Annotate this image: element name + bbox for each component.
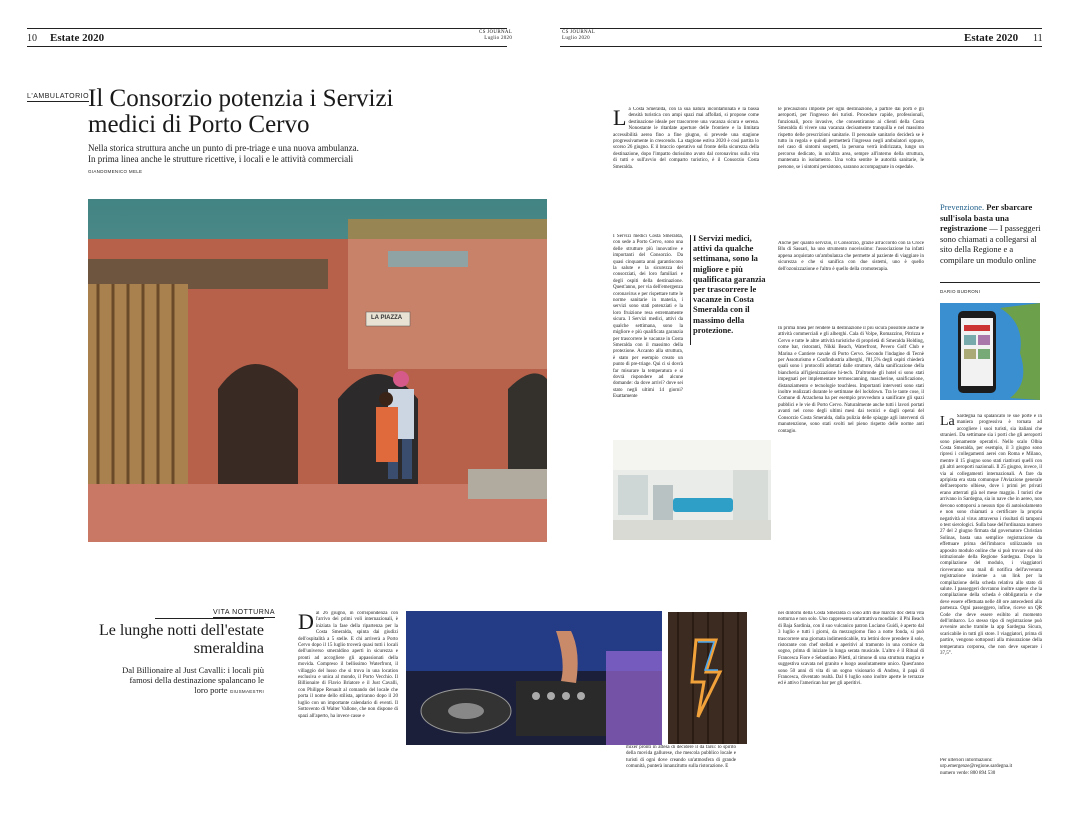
main-photo-illustration: [88, 199, 547, 542]
pullquote-rule: [690, 235, 691, 345]
night-column-1-text: al 26 giugno, in corrispondenza con l'arrivo dei primi voli internazionali, è iniziata la fase della ripartenza per la Costa Smeralda, spinta dai giudizi dell'ospitalità a 5 stelle. E chi arriverà a Porto Cervo dopo il 15 luglio troverà quasi tutti i locali dell'universo smeraldino aperti in sicurezza e pronti ad accogliere gli appassionati della movida. Compreso il bellissimo Waterfront, il villaggio del lusso che si trova in una location esclusiva e unica al mondo, il Porto Vecchio. Il Billionaire di Flavio Briatore e il Just Cavalli, con Philippe Renault al comando del locale che porta il nome dello stilista, apriranno dopo il 20 luglio con un importante calendario di eventi. Il Sottovento di Walter Vallone, che non dispone di spazi all'aperto, ha invece casse e: [298, 611, 398, 719]
main-column-3-bottom: [778, 326, 924, 546]
left-section-title: Estate 2020: [50, 32, 105, 44]
main-column-3-mid: [778, 241, 924, 319]
night-kicker: VITA NOTTURNA: [213, 609, 275, 616]
main-kicker: L'AMBULATORIO: [27, 93, 90, 100]
sidebar-teaser-bold: Per sbarcare sull'isola basta una registrazione: [940, 202, 1033, 233]
left-page-number: 10: [27, 33, 37, 44]
app-photo: [940, 303, 1040, 400]
night-subtitle: [116, 665, 264, 697]
main-column-3-mid-text: Anche per quanto servizio, il Consorzio, grazie all'accordo con la Croce Blu di Sassari, ha uno strumento nuovissimo: l'associazione ha infatti appena acquistato un'ambulanza che permette al paziente di viaggiare in sicurezza e che si sanifica con due sistemi, uno è quello dell'ozonizzazione e l'altro è quello della cromoterapia.: [778, 241, 924, 272]
main-intro-text: a Costa Smeralda, con la sua natura incontaminata e la bassa densità turistica con ampi spazi mai affollati, si propone come destinazione ideale per trascorrere una vacanza sicura e serena. Nonostante le ritardate aperture delle frontiere e la limitata accessibilità aerea fino a fine giugno, si prevede una stagione progressivamente in crescendo. La stagione estiva 2020 è così partita lo scorso 26 giugno. E il braccio operativo sul fronte della sicurezza della destinazione, dopo l'impatto durissimo avuto dal coronavirus sulla vita di tutti e sull'avvio del comparto turistico, è il Consorzio Costa Smeralda.: [613, 107, 759, 170]
night-subtitle-text: Dal Billionaire al Just Cavalli: i locali più famosi della destinazione spalancano le loro porte: [122, 665, 264, 695]
sidebar-byline: DARIO BUDRONI: [940, 289, 981, 294]
left-header-rule-bottom: [27, 46, 507, 47]
night-dropcap: D: [298, 611, 314, 634]
photo-sign-la-piazza: LA PIAZZA: [371, 315, 403, 321]
night-column-1: [298, 611, 398, 807]
main-standfirst: [88, 143, 368, 177]
main-column-3-bottom-text: In prima linea per rendere la destinazione il più sicura possibile anche le attività commerciali e gli alberghi. Cala di Volpe, Romazzino, Pitrizza e Cervo e tutte le altre attività turistiche di proprietà di Smeralda Holding, come bar, ristoranti, Nikki Beach, Waterfront, Pevero Golf Club e Marina e Cantiere navale di Porto Cervo. Secondo l'indagine di Tecnè per Assoturismo e Confindustria alberghi, l'81,5% degli ospiti chiederà quali sono i protocolli adottati dalle strutture, dalla sanificazione della biancheria all'igienizzazione hi-tech. D'altronde gli hotel si sono stati impegnati per implementare termoscanning, mascherine, sanificazione, distanziamento e tecnologie touchless. Importanti interventi sono stati inoltre realizzati durante le settimane del lockdown. Tra le tante cose, il Comune di Arzachena ha per esempio provveduto a sanificare gli spazi pubblici e le vie di Porto Cervo. Naturalmente anche tutti i lavori portati avanti nel corso degli ultimi mesi dai tecnici e dagli operai del Consorzio Costa Smeralda, dalla pulizia delle spiagge agli interventi di manutenzione, sono stati svolti nel pieno rispetto delle norme anti contagio.: [778, 326, 924, 434]
sidebar-info-phone: numero verde: 800 894 530: [940, 770, 996, 776]
main-column-1: [613, 234, 683, 430]
dj-photo: [406, 611, 662, 745]
main-column-1-text: I Servizi medici Costa Smeralda, con sede a Porto Cervo, sono una delle strutture più innovative e importanti del Consorzio. Da quasi cinquanta anni garantiscono la salute e la sicurezza dei consorziati, dei loro familiari e degli ospiti della destinazione. Quest'anno, per via dell'emergenza coronavirus e per rispettare tutte le norme sanitarie in materia, i servizi sono stati potenziati e la loro fruizione resa estremamente sicura. I Servizi medici, attivi da qualche settimana, sono la migliore e più qualificata garanzia per trascorrere le vacanze in Costa Smeralda con il massimo della protezione. Accanto alla struttura, è stato per esempio creato un punto di pre-triage. Qui ci si dovrà far misurare la temperatura e si dovrà rispondere ad alcune domande: da dove arrivi? dove sei stato negli ultimi 14 giorni? Esattamente: [613, 234, 683, 400]
night-byline: GIUSMAESTRI: [229, 689, 264, 694]
main-byline: GIANDOMENICO MELE: [88, 169, 143, 174]
main-photo: [88, 199, 547, 542]
main-title: Il Consorzio potenzia i Servizi medici di Porto Cervo: [88, 85, 394, 138]
sidebar-teaser: [940, 202, 1042, 265]
sidebar-dropcap: La: [940, 414, 955, 429]
sidebar-rule: [940, 282, 1040, 283]
lightning-bolt-icon: [668, 612, 747, 744]
right-brand-issue: Luglio 2020: [562, 36, 590, 41]
sidebar-body: [940, 414, 1042, 752]
clinic-photo: [613, 440, 771, 540]
main-column-3-top: [778, 107, 924, 235]
night-kicker-rule: [155, 618, 264, 619]
bolt-photo: [668, 612, 747, 744]
right-header-rule-top: [560, 28, 1042, 29]
right-header-rule-bottom: [560, 46, 1042, 47]
night-column-3: [778, 611, 924, 807]
right-brand-name: CS JOURNAL: [562, 30, 596, 35]
right-brand: [562, 30, 595, 42]
sidebar-info: [940, 758, 1042, 777]
night-column-2: [626, 745, 736, 805]
night-column-3-text: nei dintorni della Costa Smeralda ci sono altri due marchi doc della vita notturna e non solo. Uno rappresenta un'attrattiva mondiale: il Phi Beach di Baja Sardinia, con il suo vulcanico patron Luciano Guidi, è aperto dal 3 luglio e tutti i giorni, da mezzogiorno fino a notte fonda, si può trascorrere una giornata indimenticabile, tra lettini dove prendere il sole, ristorante con chef stellati e aperitivi al tramonto in una cornice da sogno, prima di iniziare la lunga serata musicale. L'altro è il Ritual di Francesca Fiore e Sebastiano Piletti, al timone di una struttura magica e suggestiva scavata nel granito e luogo assolutamente unico. Quest'anno sono 50 anni di vita di un sogno visionario di Andrea, il papà di Francesca, diventato realtà. Dal 6 luglio sono inoltre aperte le terrazze ed è attivo l'american bar per gli aperitivi.: [778, 611, 924, 687]
main-intro-column: [613, 107, 759, 232]
sidebar-body-text: Sardegna ha spalancato le sue porte e in maniera progressiva è tornata ad accogliere i suoi turisti, sia italiani che stranieri. Da settimane sia i porti che gli aeroporti sono pienamente operativi. Nello scalo Olbia Costa Smeralda, per esempio, il 3 giugno sono ripresi i collegamenti aerei con Roma e Milano, mentre il 15 giugno sono stati riattivati quelli con gli altri aeroporti nazionali. Il 25 giugno, invece, il via ai collegamenti internazionali. A fare da apripista era stata comunque l'Aviazione generale dell'aeroporto olbiese, dove i primi jet privati erano atterrati già nel mese maggio. I turisti che arrivano in Sardegna, sia in nave che in aereo, non devono sottoporsi a nessun tipo di autoisolamento e non sono chiamati a certificare la propria negatività al virus attraverso i risultati di tamponi o test sierologici. Sulla base dell'ordinanza numero 27 del 2 giugno firmata dal governatore Christian Solinas, basta una semplice registrazione da effettuare prima dell'imbarco utilizzando un apposito modulo online che si può trovare sul sito istituzionale della Regione Sardegna. Dopo la compilazione del modulo, i viaggiatori riceveranno una mail di notifica dell'avvenuta registrazione insieme a un link per la compilazione della scheda relativa allo stato di salute. I passeggeri dovranno inoltre sapere che la compilazione della scheda è obbligatoria e che deve essere effettuata nelle 48 ore antecedenti alla partenza. Ogni passeggero, infine, riceve un QR Code che deve essere esibito al momento dell'imbarco. Lo stesso tipo di registrazione può avvenire anche tramite la app Sardegna Sicura, scaricabile in tutti gli store. I viaggiatori, prima di partire, vengono sottoposti alla misurazione della temperatura corporea, che non deve superare i 37,5°.: [940, 414, 1042, 657]
sidebar-teaser-rest: — I passeggeri sono chiamati a collegarsi al sito della Regione e a compilare un modulo online: [940, 223, 1041, 265]
main-intro-dropcap: L: [613, 107, 627, 130]
left-brand: [479, 30, 512, 42]
left-brand-issue: Luglio 2020: [484, 36, 513, 41]
main-pull-quote: I Servizi medici, attivi da qualche settimana, sono la migliore e più qualificata garanzia per trascorrere le vacanze in Costa Smeralda con il massimo della protezione.: [693, 233, 766, 335]
clinic-photo-illustration: [613, 440, 771, 540]
sidebar-teaser-label: Prevenzione.: [940, 202, 985, 212]
main-column-3-top-text: le precauzioni imposte per ogni destinazione, a partire dai porti e gli aeroporti, per l'ingresso dei turisti. Procedure rapide, professionali, funzionali, poco invasive, che consentiranno ai clienti della Costa Smeralda di vivere una vacanza decisamente tranquilla e nel massimo rispetto delle prescrizioni sanitarie. Il personale sanitario deciderà se è tutto in regola e quindi permetterà l'ingresso negli ambulatori oppure, nel caso di sintomi sospetti, la persona verrà indirizzata, lungo un percorso dedicato, in un'altra area, sempre all'interno della struttura, mantenuta in isolamento. Una volta sentite le autorità sanitarie, le persone, se i sintomi persistono, saranno accompagnate in ospedale.: [778, 107, 924, 170]
sidebar-info-label: Per ulteriori informazioni:: [940, 758, 993, 763]
phone-app-illustration: [940, 303, 1040, 400]
left-brand-name: CS JOURNAL: [479, 30, 513, 35]
right-page-number: 11: [1033, 33, 1043, 44]
night-title: Le lunghe notti dell'estate smeraldina: [98, 622, 264, 657]
sidebar-info-email[interactable]: urp.emergenze@regione.sardegna.it: [940, 764, 1013, 770]
right-section-title: Estate 2020: [964, 32, 1019, 44]
left-header-rule-top: [27, 28, 507, 29]
dj-photo-illustration: [406, 611, 662, 745]
main-standfirst-text: Nella storica struttura anche un punto di pre-triage e una nuova ambulanza. In prima linea anche le strutture ricettive, i locali e le attività commerciali: [88, 143, 359, 164]
night-column-2-text: mixer pronti in attesa di decidere il da farsi: lo spirito della movida gallurese, che mescola pubblico locale e turisti di ogni dove creando un'atmosfera di grande comunità, punterà innanzitutto sulla ristorazione. E: [626, 745, 736, 770]
